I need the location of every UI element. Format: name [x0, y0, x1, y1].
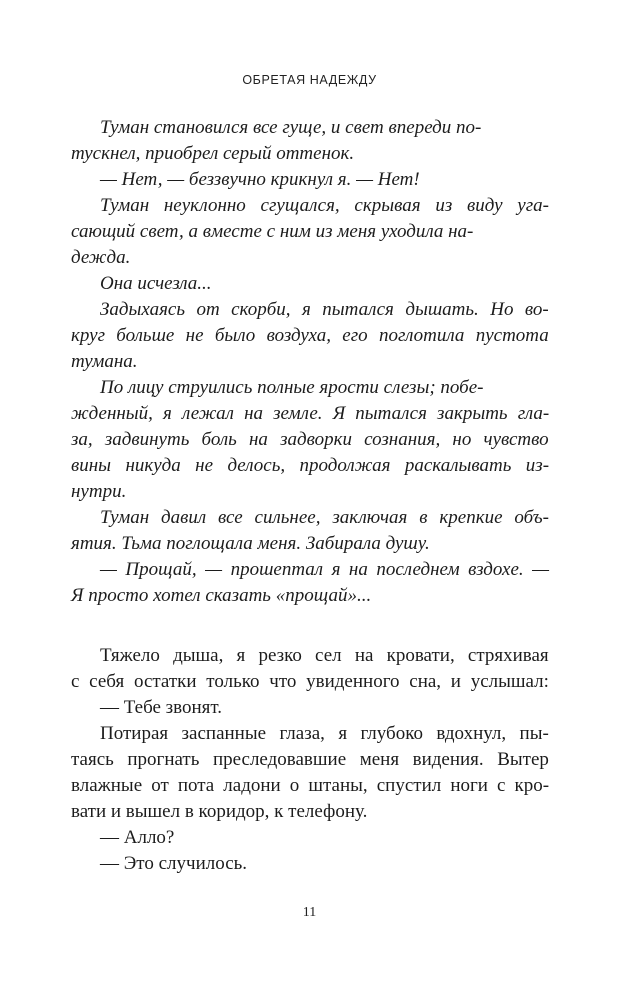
body-line: — Алло? — [100, 827, 175, 848]
italic-line: Туман становился все гуще, и свет впереди по- — [100, 117, 482, 138]
italic-line: ятия. Тьма поглощала меня. Забирала душу. — [71, 533, 430, 554]
italic-line: — Нет, — беззвучно крикнул я. — Нет! — [100, 169, 420, 190]
italic-line: Я просто хотел сказать «прощай»... — [71, 585, 372, 606]
italic-line: жденный, я лежал на земле. Я пытался закрыть гла- — [71, 403, 550, 424]
body-line: — Тебе звонят. — [100, 697, 223, 718]
body-line: Тяжело дыша, я резко сел на кровати, стряхивая — [100, 645, 549, 666]
italic-line: вины никуда не делось, продолжая раскалывать из- — [71, 455, 550, 476]
page-number: 11 — [302, 905, 317, 920]
body-line: вати и вышел в коридор, к телефону. — [71, 801, 368, 822]
italic-line: Задыхаясь от скорби, я пытался дышать. Но во- — [100, 299, 549, 320]
italic-line: Туман неуклонно сгущался, скрывая из виду уга- — [100, 195, 549, 216]
italic-line: — Прощай, — прошептал я на последнем вздохе. — — [100, 559, 550, 580]
body-line: с себя остатки только что увиденного сна, и услышал: — [71, 671, 549, 692]
italic-line: круг больше не было воздуха, его поглотила пустота — [71, 325, 549, 346]
running-header: ОБРЕТАЯ НАДЕЖДУ — [242, 73, 377, 87]
italic-line: Она исчезла... — [100, 273, 212, 294]
italic-line: тумана. — [71, 351, 138, 372]
italic-line: Туман давил все сильнее, заключая в крепкие объ- — [100, 507, 549, 528]
body-line: таясь прогнать преследовавшие меня видения. Вытер — [71, 749, 549, 770]
italic-line: дежда. — [71, 247, 131, 268]
italic-line: нутри. — [71, 481, 127, 502]
body-line: — Это случилось. — [100, 853, 248, 874]
italic-line: По лицу струились полные ярости слезы; побе- — [100, 377, 484, 398]
italic-line: за, задвинуть боль на задворки сознания, но чувство — [71, 429, 549, 450]
italic-line: тускнел, приобрел серый оттенок. — [71, 143, 355, 164]
body-line: Потирая заспанные глаза, я глубоко вдохнул, пы- — [100, 723, 549, 744]
italic-line: сающий свет, а вместе с ним из меня уходила на- — [71, 221, 474, 242]
body-line: влажные от пота ладони о штаны, спустил ноги с кро- — [71, 775, 550, 796]
